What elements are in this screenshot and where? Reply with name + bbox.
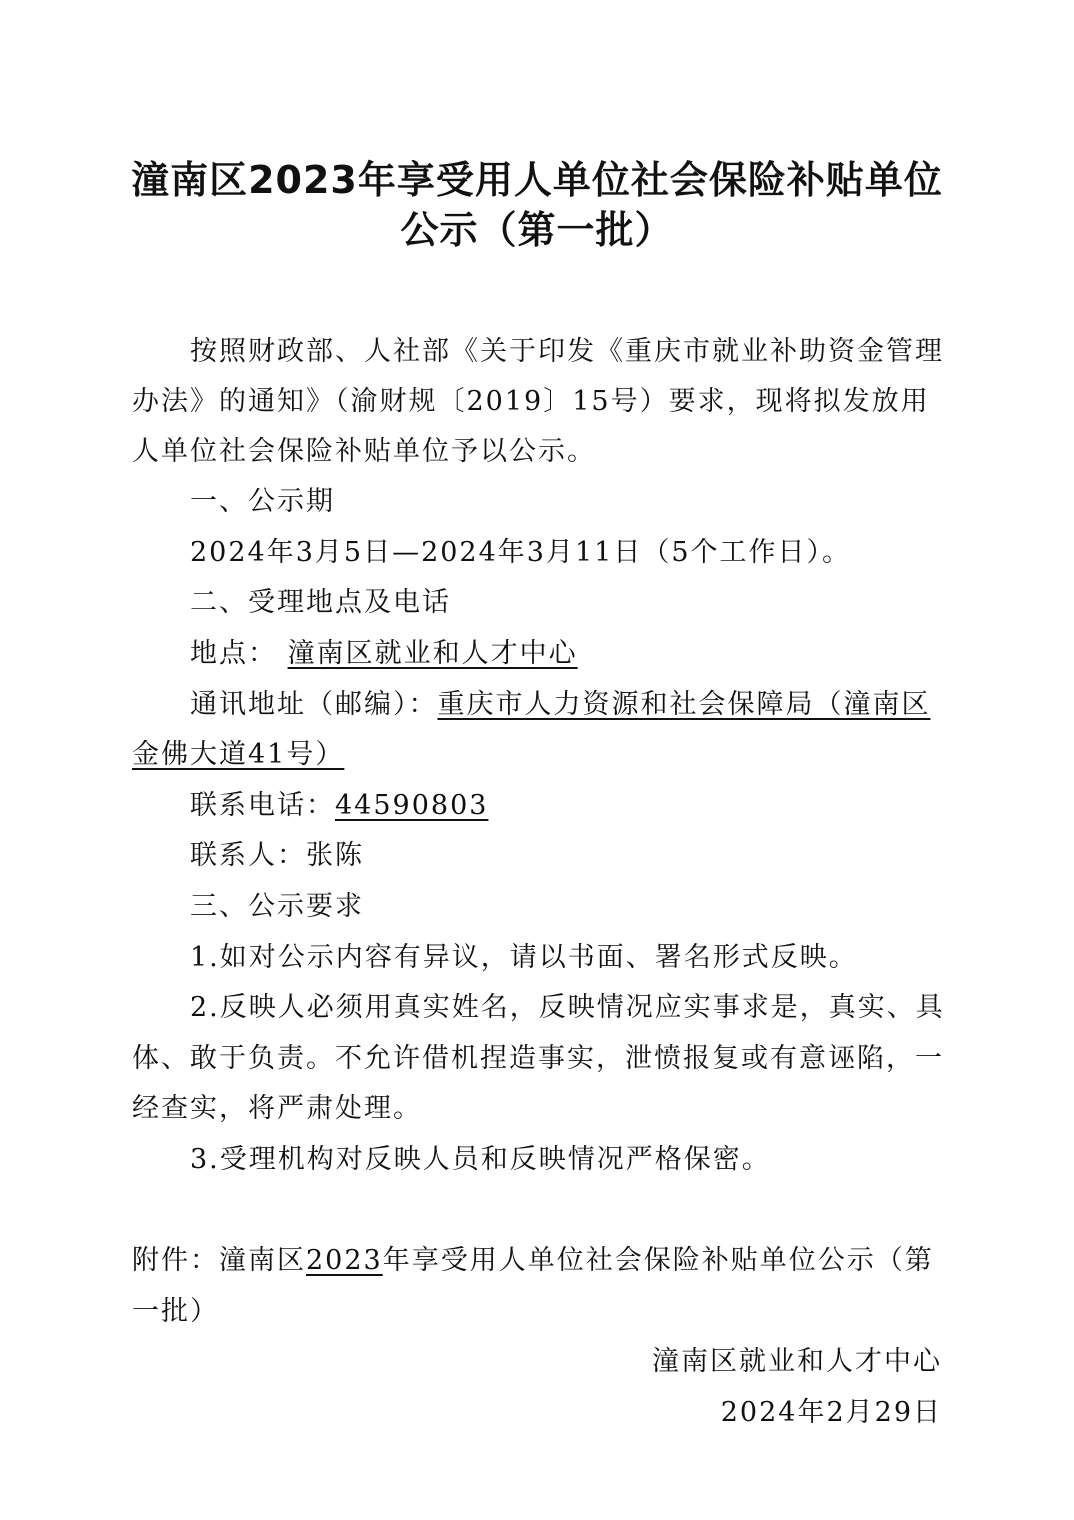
attachment-year: 2023 [306, 1245, 383, 1276]
publicity-period: 2024年3月5日—2024年3月11日（5个工作日）。 [190, 537, 851, 568]
section-heading-period: 一、公示期 [190, 486, 335, 517]
address-value: 重庆市人力资源和社会保障局（潼南区 [437, 689, 931, 720]
attachment-suffix: 年享受用人单位社会保险补贴单位公示（第 [382, 1245, 934, 1276]
signature-org: 潼南区就业和人才中心 [652, 1346, 942, 1377]
intro-line: 办法》的通知》（渝财规〔2019〕15号）要求，现将拟发放用 [132, 386, 930, 417]
contact-label: 联系人： [190, 840, 306, 871]
intro-line: 人单位社会保险补贴单位予以公示。 [132, 436, 596, 467]
address-label: 通讯地址（邮编）： [190, 689, 438, 720]
phone-value: 44590803 [335, 790, 489, 821]
phone-label: 联系电话： [190, 790, 335, 821]
requirement-1: 1.如对公示内容有异议，请以书面、署名形式反映。 [190, 942, 858, 973]
title-line-2: 公示（第一批） [400, 208, 674, 252]
attachment-line-2: 一批） [132, 1296, 219, 1327]
contact-person-row [190, 836, 364, 876]
location-value: 潼南区就业和人才中心 [287, 638, 578, 669]
intro-line: 按照财政部、人社部《关于印发《重庆市就业补助资金管理 [190, 336, 944, 367]
title-line-1: 潼南区2023年享受用人单位社会保险补贴单位 [131, 158, 943, 202]
attachment-prefix: 附件：潼南区 [132, 1245, 306, 1276]
section-heading-requirements: 三、公示要求 [190, 891, 364, 922]
address-row-continued [132, 735, 344, 775]
location-label: 地点： [190, 638, 277, 669]
requirement-2-line: 体、敢于负责。不允许借机捏造事实，泄愤报复或有意诬陷，一 [132, 1043, 944, 1074]
address-value-continued: 金佛大道41号） [132, 739, 345, 770]
contact-value: 张陈 [306, 840, 364, 871]
address-row [190, 685, 931, 725]
requirement-2-line: 经查实，将严肃处理。 [132, 1093, 422, 1124]
signature-date: 2024年2月29日 [720, 1397, 942, 1428]
location-row [190, 634, 578, 674]
section-heading-contact: 二、受理地点及电话 [190, 587, 451, 618]
phone-row [190, 786, 488, 826]
requirement-2-line: 2.反映人必须用真实姓名，反映情况应实事求是，真实、具 [190, 992, 945, 1023]
requirement-3: 3.受理机构对反映人员和反映情况严格保密。 [190, 1144, 771, 1175]
attachment-line-1 [132, 1241, 934, 1281]
